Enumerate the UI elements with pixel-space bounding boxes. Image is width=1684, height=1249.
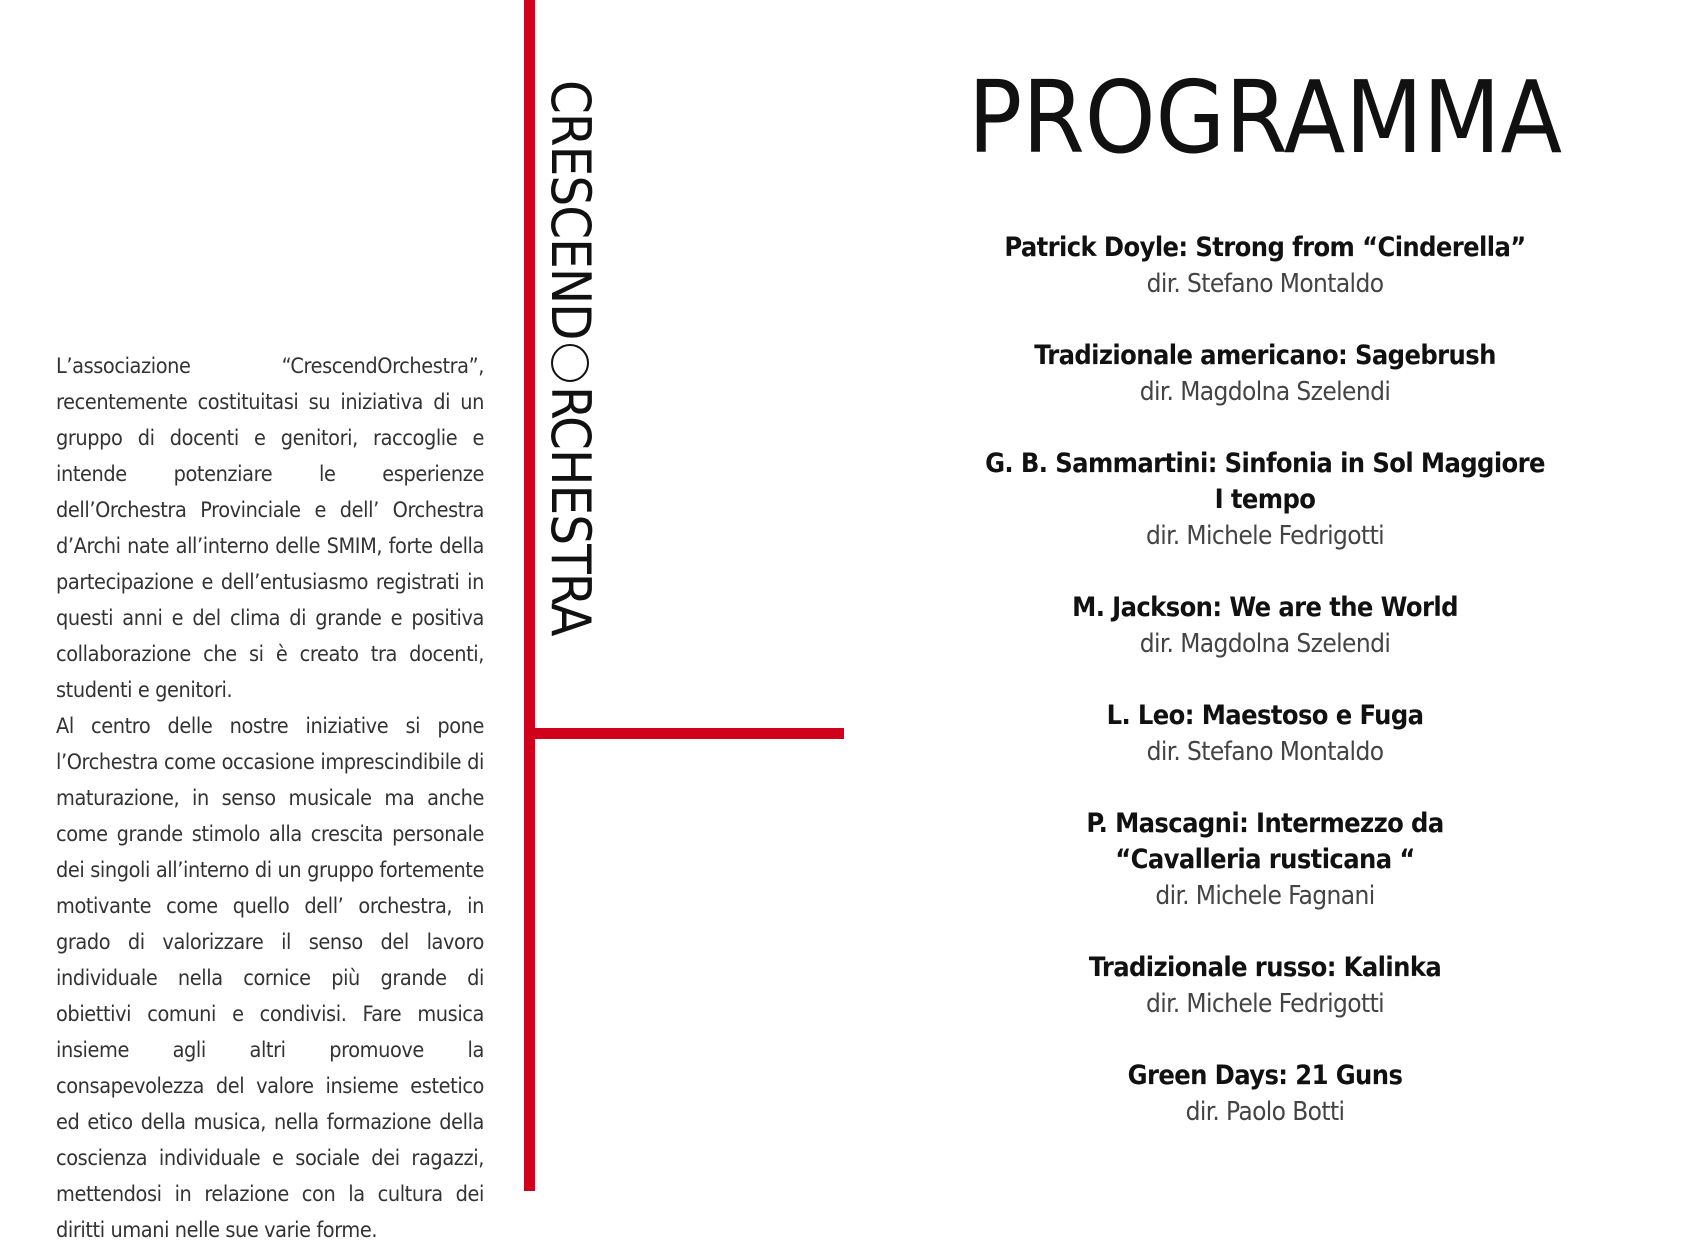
logo-text-part1: CRESCEND — [539, 80, 602, 340]
piece-title: Tradizionale americano: Sagebrush — [1034, 340, 1496, 371]
program-item — [960, 338, 1570, 410]
program-item — [960, 446, 1570, 554]
program-item — [960, 950, 1570, 1022]
director-name: dir. Michele Fagnani — [1155, 881, 1375, 911]
director-name: dir. Michele Fedrigotti — [1145, 521, 1385, 551]
piece-title: Patrick Doyle: Strong from “Cinderella” — [1004, 232, 1526, 263]
program-item — [960, 590, 1570, 662]
piece-subtitle: “Cavalleria rusticana “ — [1115, 844, 1415, 875]
director-name: dir. Stefano Montaldo — [1146, 737, 1384, 767]
piece-title: M. Jackson: We are the World — [1072, 592, 1458, 623]
red-horizontal-rule — [524, 728, 844, 739]
program-title: PROGRAMMA — [967, 59, 1563, 176]
director-name: dir. Magdolna Szelendi — [1139, 377, 1391, 407]
piece-title: Tradizionale russo: Kalinka — [1088, 952, 1442, 983]
director-name: dir. Paolo Botti — [1185, 1097, 1345, 1127]
piece-title: G. B. Sammartini: Sinfonia in Sol Maggiore — [985, 448, 1545, 479]
crescendorchestra-logo — [540, 80, 600, 680]
logo-ring-icon — [551, 344, 589, 382]
program-item — [960, 698, 1570, 770]
intro-text — [56, 349, 484, 1249]
red-vertical-rule — [524, 0, 535, 1191]
intro-paragraph: Al centro delle nostre iniziative si pone l’Orchestra come occasione imprescindibile di maturazione, in senso musicale ma anche come grande stimolo alla crescita personale dei singoli all’interno di un gruppo fortemente motivante come quello dell’ orchestra, in grado di valorizzare il senso del lavoro individuale nella cornice più grande di obiettivi comuni e condivisi. Fare musica insieme agli altri promuove la consapevolezza del valore insieme estetico ed etico della musica, nella formazione della coscienza individuale e sociale dei ragazzi, mettendosi in relazione con la cultura dei diritti umani nelle sue varie forme. — [56, 714, 484, 1243]
program-item — [960, 806, 1570, 914]
program-item — [960, 1058, 1570, 1130]
piece-title: P. Mascagni: Intermezzo da — [1086, 808, 1444, 839]
piece-title: Green Days: 21 Guns — [1127, 1060, 1403, 1091]
director-name: dir. Stefano Montaldo — [1146, 269, 1384, 299]
director-name: dir. Michele Fedrigotti — [1145, 989, 1385, 1019]
logo-text-part2: RCHESTRA — [539, 385, 602, 636]
program-item — [960, 230, 1570, 302]
director-name: dir. Magdolna Szelendi — [1139, 629, 1391, 659]
piece-title: L. Leo: Maestoso e Fuga — [1106, 700, 1424, 731]
piece-subtitle: I tempo — [1214, 484, 1316, 515]
program-list — [960, 230, 1570, 1166]
intro-paragraph: L’associazione “CrescendOrchestra”, recentemente costituitasi su iniziativa di un gruppo di docenti e genitori, raccoglie e intende potenziare le esperienze dell’Orchestra Provinciale e dell’ Orchestra d’Archi nate all’interno delle SMIM, forte della partecipazione e dell’entusiasmo registrati in questi anni e del clima di grande e positiva collaborazione che si è creato tra docenti, studenti e genitori. — [56, 354, 484, 703]
